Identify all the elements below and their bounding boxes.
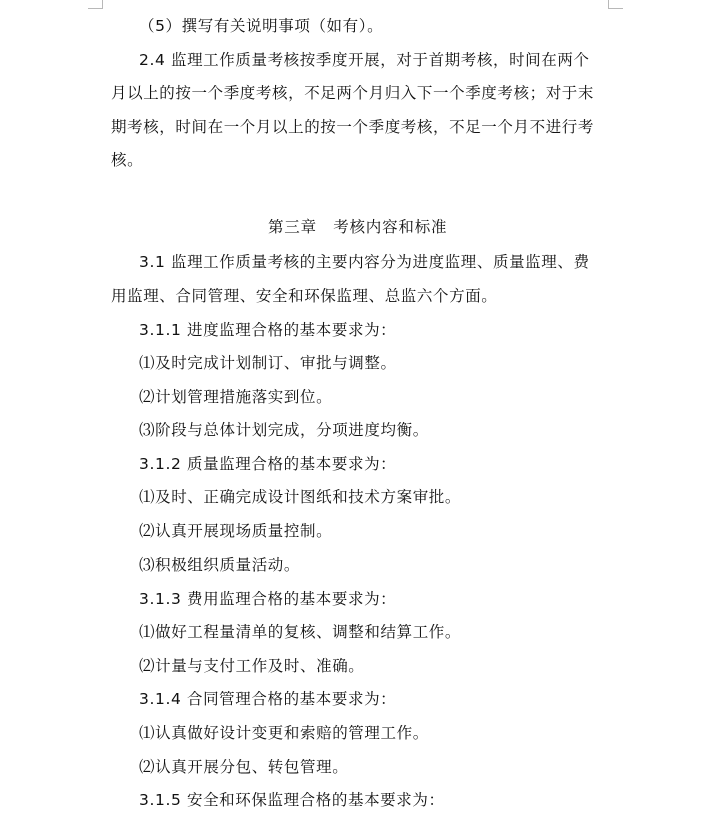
list-item: ⑵计量与支付工作及时、准确。	[139, 657, 365, 675]
page-corner-mark-left	[88, 0, 103, 9]
paragraph-line: 2.4 监理工作质量考核按季度开展，对于首期考核，时间在两个	[139, 51, 590, 69]
list-item: ⑶积极组织质量活动。	[139, 556, 301, 574]
section-heading: 3.1.3 费用监理合格的基本要求为：	[139, 590, 397, 608]
paragraph-line: 用监理、合同管理、安全和环保监理、总监六个方面。	[111, 287, 498, 305]
list-item: ⑴做好工程量清单的复核、调整和结算工作。	[139, 623, 462, 641]
page-corner-mark-right	[608, 0, 623, 9]
paragraph-line: 3.1 监理工作质量考核的主要内容分为进度监理、质量监理、费	[139, 253, 590, 271]
paragraph-line: 期考核，时间在一个月以上的按一个季度考核，不足一个月不进行考	[111, 118, 595, 136]
paragraph-line: 核。	[111, 151, 144, 169]
list-item: ⑵认真开展现场质量控制。	[139, 522, 333, 540]
chapter-title: 第三章 考核内容和标准	[268, 218, 448, 236]
section-heading: 3.1.2 质量监理合格的基本要求为：	[139, 455, 397, 473]
list-item: ⑵认真开展分包、转包管理。	[139, 758, 349, 776]
list-item: ⑵计划管理措施落实到位。	[139, 388, 333, 406]
section-heading: 3.1.4 合同管理合格的基本要求为：	[139, 690, 397, 708]
list-item: ⑴及时完成计划制订、审批与调整。	[139, 354, 397, 372]
list-item: ⑶阶段与总体计划完成，分项进度均衡。	[139, 421, 429, 439]
paragraph-line: 月以上的按一个季度考核，不足两个月归入下一个季度考核；对于末	[111, 84, 595, 102]
paragraph-line: （5）撰写有关说明事项（如有）。	[139, 17, 384, 35]
section-heading: 3.1.1 进度监理合格的基本要求为：	[139, 321, 397, 339]
list-item: ⑴及时、正确完成设计图纸和技术方案审批。	[139, 488, 462, 506]
list-item: ⑴认真做好设计变更和索赔的管理工作。	[139, 724, 429, 742]
section-heading: 3.1.5 安全和环保监理合格的基本要求为：	[139, 791, 445, 809]
